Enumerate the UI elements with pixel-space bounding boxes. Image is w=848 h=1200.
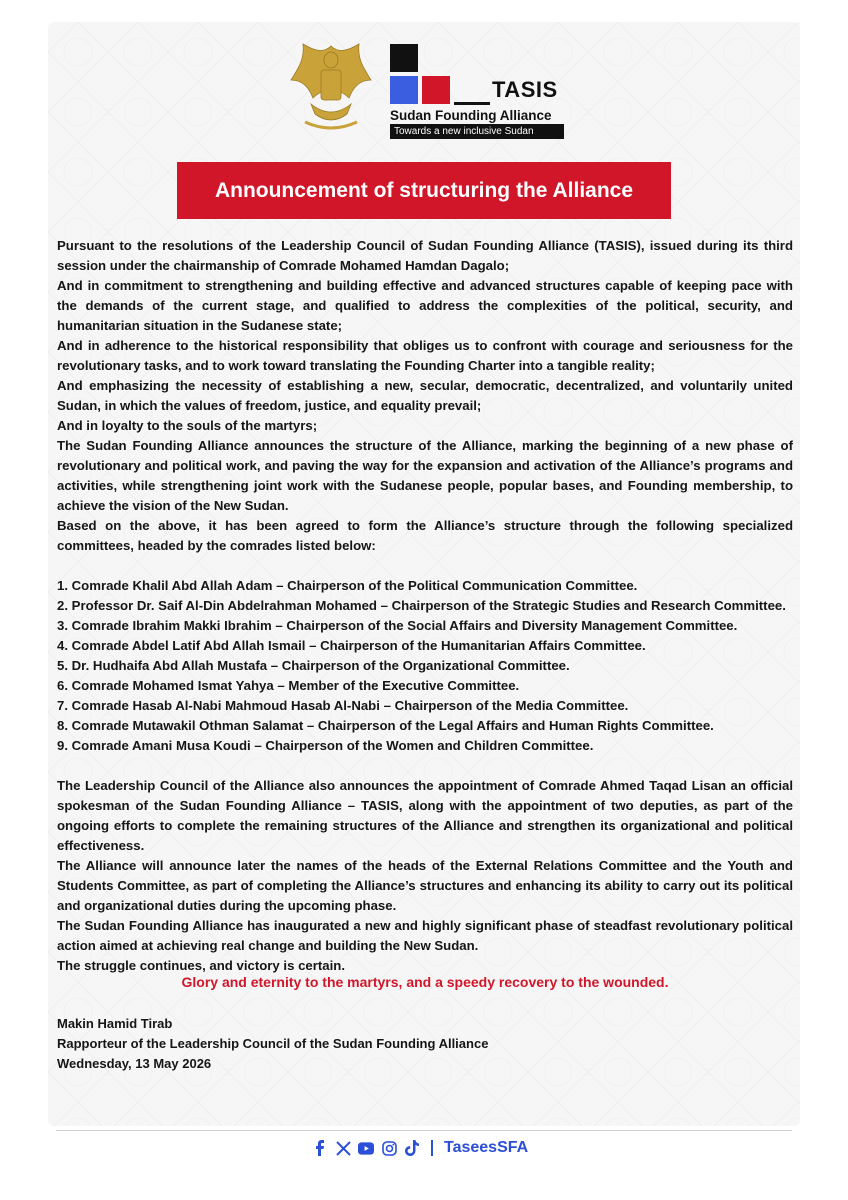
social-footer bbox=[312, 1135, 528, 1161]
paragraph: And in commitment to strengthening and building effective and advanced structures capable of keeping pace with the demands of the current stage, and qualified to address the complexities of the political, security, and humanitarian situation in the Sudanese state; bbox=[57, 278, 793, 333]
facebook-icon[interactable] bbox=[312, 1140, 328, 1156]
paragraph: And in adherence to the historical responsibility that obliges us to confront with courage and seriousness for the revolutionary tasks, and to work toward translating the Founding Charter into a tangible reality; bbox=[57, 338, 793, 373]
list-item: 5. Dr. Hudhaifa Abd Allah Mustafa – Chairperson of the Organizational Committee. bbox=[57, 658, 570, 673]
signatory-role: Rapporteur of the Leadership Council of the Sudan Founding Alliance bbox=[57, 1036, 489, 1051]
paragraph: The Alliance will announce later the names of the heads of the External Relations Committee and the Youth and Students Committee, as part of completing the Alliance’s structures and enhancing its ability to carry out its political and organizational duties during the upcoming phase. bbox=[57, 858, 793, 913]
title-banner bbox=[177, 162, 671, 219]
list-item: 8. Comrade Mutawakil Othman Salamat – Chairperson of the Legal Affairs and Human Rights Committee. bbox=[57, 718, 714, 733]
committee-list bbox=[57, 576, 793, 756]
paragraph: The Leadership Council of the Alliance also announces the appointment of Comrade Ahmed Taqad Lisan an official spokesman of the Sudan Founding Alliance – TASIS, along with the appointment of two deputies, as part of the ongoing efforts to complete the remaining structures of the Alliance and strengthen its organizational and political effectiveness. bbox=[57, 778, 793, 853]
list-item: 4. Comrade Abdel Latif Abd Allah Ismail – Chairperson of the Humanitarian Affairs Committee. bbox=[57, 638, 646, 653]
list-item: 1. Comrade Khalil Abd Allah Adam – Chairperson of the Political Communication Committee. bbox=[57, 578, 638, 593]
page-title: Announcement of structuring the Alliance bbox=[214, 178, 634, 202]
logo-black-square bbox=[390, 44, 418, 72]
announcement-body bbox=[57, 236, 793, 976]
paragraph: And in loyalty to the souls of the martyrs; bbox=[57, 418, 318, 433]
logo-blue-square bbox=[390, 76, 418, 104]
instagram-icon[interactable] bbox=[381, 1140, 397, 1156]
paragraph: The Sudan Founding Alliance announces the structure of the Alliance, marking the beginning of a new phase of revolutionary and political work, and paving the way for the expansion and activation of the Alliance’s programs and activities, while strengthening joint work with the Sudanese people, popular bases, and Founding membership, to achieve the vision of the New Sudan. bbox=[57, 438, 793, 513]
list-item: 3. Comrade Ibrahim Makki Ibrahim – Chairperson of the Social Affairs and Diversity Management Committee. bbox=[57, 618, 738, 633]
signature-block bbox=[57, 1014, 488, 1074]
list-item: 2. Professor Dr. Saif Al-Din Abdelrahman Mohamed – Chairperson of the Strategic Studies and Research Committee. bbox=[57, 598, 786, 613]
sudan-emblem-icon bbox=[283, 40, 379, 136]
x-icon[interactable] bbox=[335, 1140, 351, 1156]
youtube-icon[interactable] bbox=[358, 1140, 374, 1156]
paragraph: And emphasizing the necessity of establishing a new, secular, democratic, decentralized, and voluntarily united Sudan, in which the values of freedom, justice, and equality prevail; bbox=[57, 378, 793, 413]
tasis-logo bbox=[390, 44, 570, 140]
logo-red-square bbox=[422, 76, 450, 104]
footer-divider bbox=[56, 1130, 792, 1131]
social-handle[interactable]: TaseesSFA bbox=[444, 1139, 529, 1156]
paragraph: The struggle continues, and victory is certain. bbox=[57, 958, 345, 973]
tiktok-icon[interactable] bbox=[404, 1140, 420, 1156]
paragraph: Based on the above, it has been agreed to form the Alliance’s structure through the following specialized committees, headed by the comrades listed below: bbox=[57, 518, 793, 553]
footer-separator bbox=[431, 1140, 433, 1156]
logo-word: TASIS bbox=[492, 77, 558, 102]
logo-name: Sudan Founding Alliance bbox=[390, 108, 552, 123]
list-item: 6. Comrade Mohamed Ismat Yahya – Member of the Executive Committee. bbox=[57, 678, 520, 693]
signatory-name: Makin Hamid Tirab bbox=[57, 1016, 173, 1031]
list-item: 9. Comrade Amani Musa Koudi – Chairperson of the Women and Children Committee. bbox=[57, 738, 594, 753]
paragraph: The Sudan Founding Alliance has inaugurated a new and highly significant phase of steadfast revolutionary political action aimed at achieving real change and building the New Sudan. bbox=[57, 918, 793, 953]
logo-tagline: Towards a new inclusive Sudan bbox=[390, 124, 564, 139]
paragraph: Pursuant to the resolutions of the Leadership Council of Sudan Founding Alliance (TASIS), issued during its third session under the chairmanship of Comrade Mohamed Hamdan Dagalo; bbox=[57, 238, 793, 273]
closing-line: Glory and eternity to the martyrs, and a speedy recovery to the wounded. bbox=[181, 974, 669, 990]
logo-underline bbox=[454, 102, 490, 105]
list-item: 7. Comrade Hasab Al-Nabi Mahmoud Hasab Al-Nabi – Chairperson of the Media Committee. bbox=[57, 698, 629, 713]
signature-date: Wednesday, 13 May 2026 bbox=[57, 1056, 212, 1071]
